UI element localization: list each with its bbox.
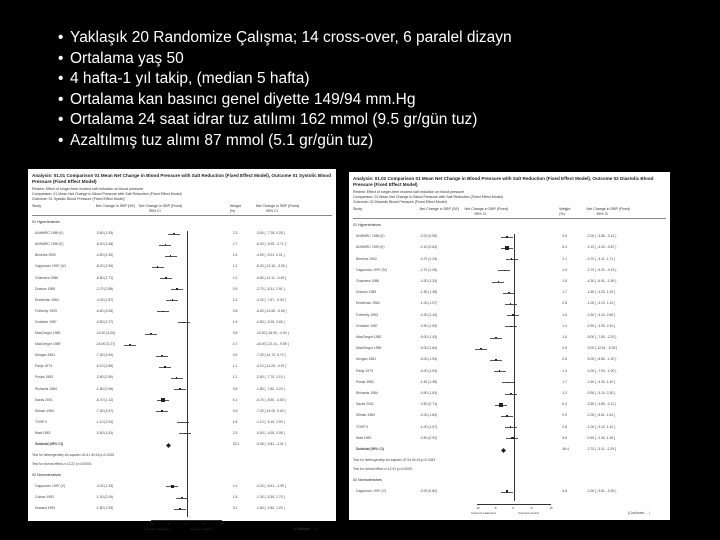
- study-name: Puska 1983: [35, 375, 53, 380]
- effect-marker: [161, 355, 163, 357]
- column-subheader: 95% CI: [474, 212, 487, 216]
- effect-marker: [506, 490, 509, 493]
- study-weight: 0.8: [232, 308, 238, 313]
- panel-title: Analysis: 01.02 Comparison 01 Mean Net Change in Blood Pressure with Salt Reduction (Fixed Effect Model), Outcome 02 Diastolic Blood Pressure (Fixed Effect Model): [353, 176, 654, 187]
- study-se: -0.50 (0.92): [419, 435, 438, 440]
- study-weight: 2.8: [562, 301, 567, 306]
- x-axis: [477, 504, 551, 505]
- study-weight: 2.8: [562, 424, 567, 429]
- study-ci: -6.70 [ -8.90, -4.50 ]: [255, 397, 286, 402]
- subtotal-note: Test for overall effect z=13.22 p<0.00001: [32, 461, 92, 466]
- study-weight: 2.2: [232, 231, 238, 236]
- column-header: Weight: [559, 207, 571, 211]
- header-rule: [353, 218, 666, 219]
- study-se: -1.80 (1.53): [95, 506, 114, 511]
- effect-marker: [170, 255, 172, 257]
- effect-marker: [508, 382, 510, 384]
- study-se: -0.50 (1.81): [95, 430, 114, 435]
- study-name: Puska 1983: [356, 379, 374, 384]
- study-ci: -7.00 [-14.72, 0.72 ]: [255, 353, 286, 358]
- study-se: -5.00 (1.94): [419, 357, 438, 362]
- study-se: -6.10 (2.65): [95, 364, 114, 369]
- study-name: Chalmers 1986: [356, 279, 379, 283]
- study-se: -2.70 (1.28): [419, 267, 438, 272]
- study-name: Morgan 1981: [356, 357, 376, 362]
- study-weight: 3.8: [562, 435, 567, 440]
- study-ci: -2.10 [ -3.33, -0.87 ]: [586, 245, 617, 250]
- study-weight: 1.4: [562, 323, 567, 328]
- study-se: -16.00 (3.27): [95, 342, 116, 347]
- study-name: Cobiac 1992: [35, 495, 55, 500]
- study-name: Morgan 1981: [35, 353, 55, 358]
- column-header: Net Change in DBP (Fixed): [586, 207, 631, 211]
- study-se: -0.30 (1.43): [419, 312, 438, 317]
- study-se: -9.00 (1.84): [419, 346, 438, 351]
- panel-meta: Review: Effect of longer-term modest salt reduction on blood pressure: [32, 187, 144, 191]
- study-se: -10.00 (3.06): [95, 331, 116, 335]
- column-header: Net Change in DBP (Fixed): [464, 207, 509, 211]
- study-ci: -0.80 [ -5.25, 3.65 ]: [255, 319, 285, 324]
- study-se: -0.80 (2.27): [95, 319, 114, 324]
- study-se: -1.00 (1.07): [419, 424, 438, 429]
- study-name: Richards 1984: [35, 386, 57, 391]
- column-subheader: (%): [559, 212, 565, 216]
- axis-tick-label: 10: [549, 505, 553, 510]
- study-name: TOHP II: [35, 419, 48, 424]
- study-ci: -5.80 [-11.11, -0.49 ]: [255, 275, 287, 280]
- study-name: Cappuccio 1997 (IV): [35, 264, 66, 269]
- column-header: Net Change in SBP (Fixed): [138, 204, 183, 208]
- bullet-item: [58, 49, 678, 70]
- study-se: -0.90 (1.53): [419, 323, 438, 328]
- effect-marker: [179, 508, 181, 510]
- study-ci: -2.80 [ -7.70, 2.10 ]: [255, 375, 285, 380]
- effect-marker: [176, 288, 178, 290]
- effect-marker: [508, 292, 510, 294]
- x-axis: [151, 520, 222, 521]
- bullet-glyph: •: [58, 70, 64, 88]
- study-ci: -2.70 [ -8.31, 2.91 ]: [255, 286, 285, 291]
- axis-label-left: Favours treatment: [145, 527, 170, 532]
- panel-meta: Outcome: 02 Diastolic Blood Pressure (Fixed Effect Model): [353, 200, 447, 204]
- study-weight: 1.7: [562, 379, 567, 384]
- study-se: -5.80 (2.71): [95, 275, 114, 280]
- study-weight: 1.8: [232, 419, 238, 424]
- study-weight: 0.8: [232, 331, 238, 335]
- effect-marker: [183, 322, 185, 324]
- bullet-item: [58, 110, 678, 131]
- effect-marker: [498, 281, 500, 283]
- study-name: ANHMRC 1989 (II): [356, 234, 385, 239]
- study-se: -4.30 (1.33): [419, 279, 438, 283]
- axis-tick-label: -5: [166, 522, 170, 527]
- subtotal-note: Test for overall effect z=12.91 p<0.00001: [353, 467, 413, 472]
- axis-tick-label: -5: [493, 505, 497, 510]
- study-ci: -4.50 [ -9.01, 0.01 ]: [255, 253, 285, 258]
- group-label: 02 Normotensives: [353, 478, 382, 483]
- bullet-text: Ortalama kan basıncı genel diyette 149/94 mm.Hg: [70, 90, 416, 108]
- column-subheader: 95% CI: [265, 209, 278, 213]
- study-ci: -9.00 [-12.61, -5.39 ]: [586, 346, 618, 351]
- study-ci: -2.00 [ -5.61, 1.61 ]: [586, 413, 616, 418]
- study-name: MacGregor 1982: [35, 331, 61, 335]
- study-name: Chalmers 1986: [35, 275, 58, 280]
- effect-marker: [510, 426, 512, 428]
- effect-marker: [150, 333, 152, 335]
- study-weight: 1.7: [562, 290, 567, 295]
- study-weight: 1.1: [232, 364, 238, 369]
- study-ci: -6.60 [-12.60, -0.60 ]: [255, 308, 287, 313]
- study-se: -0.70 (1.23): [419, 256, 438, 261]
- effect-marker: [510, 393, 512, 395]
- study-ci: -4.30 [ -6.91, -1.69 ]: [586, 279, 617, 283]
- study-se: -4.00 (1.87): [95, 297, 114, 302]
- study-ci: -1.60 [ -4.30, 1.10 ]: [586, 379, 616, 384]
- effect-marker: [499, 403, 503, 407]
- study-name: Sacks 2001: [356, 402, 374, 407]
- study-name: Silman 1983: [35, 408, 54, 413]
- study-se: -1.50 (1.38): [419, 290, 438, 295]
- study-weight: 2.7: [232, 242, 238, 247]
- study-name: Fotherby 1993: [35, 308, 57, 313]
- study-name: Erwteman 1984: [35, 297, 59, 302]
- bullet-glyph: •: [58, 29, 64, 46]
- bullet-glyph: •: [58, 131, 64, 149]
- column-subheader: 95% CI: [148, 209, 161, 213]
- study-ci: -1.80 [ -7.80, 4.20 ]: [255, 386, 285, 391]
- study-ci: -7.00 [-14.00, 0.00 ]: [255, 408, 286, 413]
- axis-tick-label: -10: [149, 522, 154, 527]
- study-se: -3.50 (1.93): [95, 231, 114, 236]
- column-header: Weight: [229, 204, 241, 208]
- study-se: -0.90 (1.63): [419, 391, 438, 395]
- group-label: 02 Normotensives: [32, 472, 61, 477]
- zero-line: [187, 231, 188, 517]
- effect-marker: [495, 337, 497, 339]
- panel-meta: Outcome: 01 Systolic Blood Pressure (Fixed Effect Model): [32, 197, 125, 201]
- effect-marker: [179, 388, 181, 390]
- study-se: -6.60 (3.06): [95, 308, 114, 313]
- header-rule: [32, 215, 332, 216]
- bullet-glyph: •: [58, 111, 64, 129]
- panel-meta: Comparison: 01 Mean Net Change in Blood Pressure with Salt Reduction (Fixed Effect Model): [32, 192, 182, 196]
- study-ci: -4.00 [ -7.00, -1.00 ]: [586, 368, 617, 373]
- study-ci: -0.90 [ -4.10, 2.30 ]: [586, 391, 616, 395]
- study-weight: 0.9: [562, 413, 567, 418]
- axis-tick-label: 5: [202, 522, 204, 527]
- bullet-item: [58, 28, 678, 49]
- study-weight: 1.9: [562, 267, 567, 272]
- study-weight: 1.6: [562, 312, 567, 317]
- study-name: Cappuccio 1997 (IV): [356, 267, 387, 272]
- study-name: Parijs 1973: [35, 364, 52, 369]
- study-se: -2.00 (0.95): [419, 234, 438, 239]
- continued-note: (Continued ... ): [294, 527, 316, 532]
- study-se: -8.20 (2.50): [95, 264, 114, 269]
- study-ci: -4.00 [ -7.67, -0.33 ]: [255, 297, 286, 302]
- zero-line: [514, 234, 515, 500]
- effect-marker: [510, 303, 512, 305]
- study-weight: 1.2: [232, 375, 238, 380]
- study-se: -3.50 (0.71): [419, 402, 438, 407]
- study-weight: 33.1: [232, 442, 240, 446]
- effect-marker: [480, 348, 482, 350]
- study-ci: -1.80 [ -4.80, 1.20 ]: [255, 506, 285, 511]
- study-name: MacGregor 1989: [35, 342, 61, 347]
- study-name: MacGregor 1989: [356, 346, 382, 351]
- study-weight: 3.1: [232, 506, 238, 511]
- study-name: Silman 1983: [356, 413, 375, 418]
- column-subheader: 95% CI: [596, 212, 609, 216]
- study-weight: 0.8: [232, 386, 238, 391]
- forest-plot-systolic: [28, 169, 336, 532]
- study-name: Watt 1983: [356, 435, 372, 440]
- study-ci: -1.30 [ -5.30, 2.70 ]: [255, 495, 285, 500]
- study-ci: -1.50 [ -4.20, 1.20 ]: [586, 290, 616, 295]
- study-ci: -5.00 [ -8.80, -1.20 ]: [586, 357, 617, 362]
- effect-marker: [504, 270, 506, 272]
- study-se: -1.60 (1.38): [419, 379, 438, 384]
- study-se: -1.00 (1.07): [419, 301, 438, 306]
- study-ci: -0.90 [ -3.90, 2.10 ]: [586, 323, 616, 328]
- summary-diamond: [166, 443, 171, 448]
- panel-meta: Comparison: 01 Mean Net Change in Blood Pressure with Salt Reduction (Fixed Effect Model): [353, 195, 503, 199]
- study-weight: 1.5: [232, 319, 238, 324]
- study-name: Cappuccio 1997 (V): [35, 483, 65, 488]
- study-ci: -4.00 [ -6.61, -1.39 ]: [255, 483, 286, 488]
- column-header: Net Change in SBP (Fixed): [255, 204, 300, 208]
- panel-title: Analysis: 01.01 Comparison 01 Mean Net Change in Blood Pressure with Salt Reduction (Fixed Effect Model), Outcome 01 Systolic Blood Pressure (Fixed Effect Model): [32, 173, 331, 184]
- study-weight: 0.8: [562, 357, 567, 362]
- study-name: Fotherby 1993: [356, 312, 378, 317]
- effect-marker: [510, 326, 512, 328]
- study-ci: -0.30 [ -3.10, 2.50 ]: [586, 312, 616, 317]
- subtotal-note: Test for heterogeneity chi-square=40.41 df=18 p=0.0018: [32, 453, 115, 458]
- study-ci: -2.70 [ -5.21, -0.19 ]: [586, 267, 617, 272]
- subtotal-note: Test for heterogeneity chi-square=37.64 df=18 p=0.0043: [353, 458, 436, 463]
- study-name: Erwteman 1984: [356, 301, 380, 306]
- effect-marker: [129, 344, 131, 346]
- study-ci: -0.50 [ -2.30, 1.30 ]: [586, 435, 616, 440]
- effect-marker: [181, 497, 183, 499]
- study-se: -6.00 (1.68): [95, 242, 114, 247]
- bullet-list: [58, 28, 678, 152]
- study-name: Subtotal (95% CI): [35, 442, 63, 446]
- bullet-item: [58, 90, 678, 111]
- study-weight: 2.1: [232, 297, 238, 302]
- study-weight: 0.5: [232, 353, 238, 358]
- study-name: Watt 1983: [35, 430, 51, 435]
- axis-label-right: Favours control: [518, 510, 539, 515]
- study-name: ANHMRC 1990 (II): [356, 245, 385, 250]
- bullet-glyph: •: [58, 90, 64, 108]
- study-se: -4.00 (1.33): [95, 483, 114, 488]
- study-weight: 1.6: [562, 335, 567, 339]
- study-weight: 3.5: [562, 234, 567, 239]
- axis-tick-label: 0: [512, 505, 514, 510]
- bullet-text: Azaltılmış tuz alımı 87 mmol (5.1 gr/gün tuz): [70, 131, 374, 149]
- forest-plot-diastolic: [349, 172, 670, 520]
- study-ci: -16.00 [-22.41, -9.59 ]: [255, 342, 289, 347]
- effect-marker: [511, 258, 513, 260]
- study-name: TOHP II: [356, 424, 369, 429]
- study-ci: -2.00 [ -3.86, -0.14 ]: [586, 234, 617, 239]
- study-se: -4.00 (1.53): [419, 368, 438, 373]
- summary-diamond: [501, 448, 506, 453]
- study-name: Cappuccio 1997 (V): [356, 489, 386, 494]
- effect-marker: [506, 236, 508, 238]
- group-label: 01 Hypertensives: [32, 220, 60, 224]
- study-se: -5.00 (1.43): [419, 335, 438, 339]
- bullet-text: 4 hafta-1 yıl takip, (median 5 hafta): [70, 70, 310, 88]
- axis-label-right: Favours control: [190, 527, 212, 532]
- group-label: 01 Hypertensives: [353, 223, 381, 227]
- study-weight: 1.8: [562, 279, 567, 283]
- study-ci: -1.10 [ -5.10, 2.90 ]: [255, 419, 285, 424]
- study-name: MacGregor 1982: [356, 335, 382, 339]
- study-name: Dodson 1989: [356, 290, 377, 295]
- study-name: Howard 1994: [35, 506, 56, 511]
- study-se: -1.30 (2.04): [95, 495, 114, 500]
- study-weight: 6.1: [232, 397, 238, 402]
- study-se: -2.10 (0.63): [419, 245, 438, 250]
- effect-marker: [173, 233, 175, 235]
- column-header: Study: [353, 207, 363, 211]
- study-ci: -0.70 [ -3.11, 1.71 ]: [586, 256, 615, 261]
- bullet-text: Yaklaşık 20 Randomize Çalışma; 14 cross-over, 6 paralel dizayn: [70, 29, 512, 46]
- study-weight: 1.8: [232, 495, 238, 500]
- study-name: Benetos 1992: [356, 256, 377, 261]
- study-weight: 0.7: [232, 342, 238, 347]
- study-weight: 1.2: [232, 264, 238, 269]
- study-name: ANHMRC 1989 (II): [35, 231, 64, 236]
- study-weight: 1.4: [562, 368, 567, 373]
- study-name: Grobbee 1987: [35, 319, 57, 324]
- study-name: Sacks 2001: [35, 397, 53, 402]
- study-weight: 2.1: [562, 256, 567, 261]
- study-weight: 4.1: [232, 483, 238, 488]
- study-weight: 0.6: [232, 408, 238, 413]
- study-se: -6.70 (1.12): [95, 397, 114, 402]
- study-ci: -1.00 [ -3.10, 1.10 ]: [586, 301, 616, 306]
- column-header: Net Change in DBP (SE): [419, 207, 460, 211]
- effect-marker: [506, 415, 508, 417]
- study-weight: 0.9: [232, 286, 238, 291]
- study-se: -7.00 (3.57): [95, 408, 114, 413]
- study-ci: -5.00 [ -7.80, -2.20 ]: [586, 335, 617, 339]
- bullet-text: Ortalama 24 saat idrar tuz atılımı 162 mmol (9.5 gr/gün tuz): [70, 111, 478, 129]
- study-weight: 6.4: [562, 402, 567, 407]
- continued-note: (Continued ... ): [628, 510, 650, 515]
- study-name: Parijs 1973: [356, 368, 373, 373]
- panel-meta: Review: Effect of longer-term modest salt reduction on blood pressure: [353, 190, 465, 194]
- study-ci: -3.50 [ -4.89, -2.11 ]: [586, 402, 617, 407]
- study-weight: 1.5: [232, 253, 238, 258]
- column-subheader: (%): [229, 209, 236, 213]
- column-header: Net Change in SBP (SE): [95, 204, 136, 208]
- study-weight: 8.4: [562, 245, 567, 250]
- study-se: -2.00 (0.82): [419, 489, 438, 494]
- axis-tick-label: 5: [530, 505, 533, 510]
- study-name: Benetos 1992: [35, 253, 56, 258]
- bullet-text: Ortalama yaş 50: [70, 49, 184, 67]
- effect-marker: [165, 277, 167, 279]
- effect-marker: [161, 410, 163, 412]
- study-weight: 4.6: [562, 489, 567, 494]
- axis-tick-label: 0: [184, 522, 187, 527]
- study-weight: 1.2: [562, 391, 567, 395]
- effect-marker: [172, 299, 174, 301]
- effect-marker: [164, 366, 166, 368]
- study-ci: -6.10 [-11.29, -0.91 ]: [255, 364, 287, 369]
- effect-marker: [157, 266, 159, 268]
- study-ci: -1.00 [ -3.10, 1.10 ]: [586, 424, 616, 429]
- effect-marker: [162, 311, 164, 313]
- study-ci: -5.06 [ -5.81, -4.31 ]: [255, 442, 286, 446]
- study-ci: -8.20 [-13.10, -3.30 ]: [255, 264, 287, 269]
- effect-marker: [161, 398, 165, 402]
- study-ci: -2.00 [ -3.61, -0.39 ]: [586, 489, 617, 494]
- effect-marker: [165, 244, 167, 246]
- study-name: Dodson 1989: [35, 286, 56, 291]
- effect-marker: [505, 246, 509, 250]
- effect-marker: [176, 377, 178, 379]
- effect-marker: [171, 485, 173, 487]
- study-ci: -0.50 [ -4.05, 3.05 ]: [255, 430, 285, 435]
- study-weight: 48.4: [562, 447, 569, 451]
- axis-label-left: Favours treatment: [471, 510, 496, 515]
- study-ci: -6.00 [ -9.29, -2.71 ]: [255, 242, 286, 247]
- bullet-item: [58, 131, 678, 152]
- bullet-glyph: •: [58, 49, 64, 67]
- effect-marker: [184, 433, 186, 435]
- effect-marker: [511, 437, 513, 439]
- study-ci: -10.00 [-16.00, -4.00 ]: [255, 331, 289, 335]
- study-name: Subtotal (95% CI): [356, 447, 384, 451]
- effect-marker: [182, 422, 184, 424]
- study-name: ANHMRC 1990 (II): [35, 242, 64, 247]
- study-se: -7.00 (3.94): [95, 353, 114, 358]
- study-weight: 0.9: [562, 346, 567, 351]
- study-name: Richards 1984: [356, 391, 378, 395]
- study-se: -2.80 (2.50): [95, 375, 114, 380]
- study-se: -2.00 (1.84): [419, 413, 438, 418]
- study-se: -2.70 (2.86): [95, 286, 114, 291]
- study-ci: -2.70 [ -3.11, -2.29 ]: [586, 447, 617, 451]
- study-se: -1.80 (3.06): [95, 386, 114, 391]
- study-ci: -3.50 [ -7.28, 0.28 ]: [255, 231, 285, 236]
- study-name: Grobbee 1987: [356, 323, 378, 328]
- bullet-item: [58, 69, 678, 90]
- study-se: -1.10 (2.04): [95, 419, 114, 424]
- effect-marker: [499, 370, 501, 372]
- study-weight: 1.0: [232, 275, 238, 280]
- effect-marker: [495, 359, 497, 361]
- axis-tick-label: 10: [220, 522, 224, 527]
- column-header: Study: [32, 204, 42, 208]
- study-se: -4.50 (2.30): [95, 253, 114, 258]
- study-weight: 2.3: [232, 430, 238, 435]
- axis-tick-label: -10: [475, 505, 480, 510]
